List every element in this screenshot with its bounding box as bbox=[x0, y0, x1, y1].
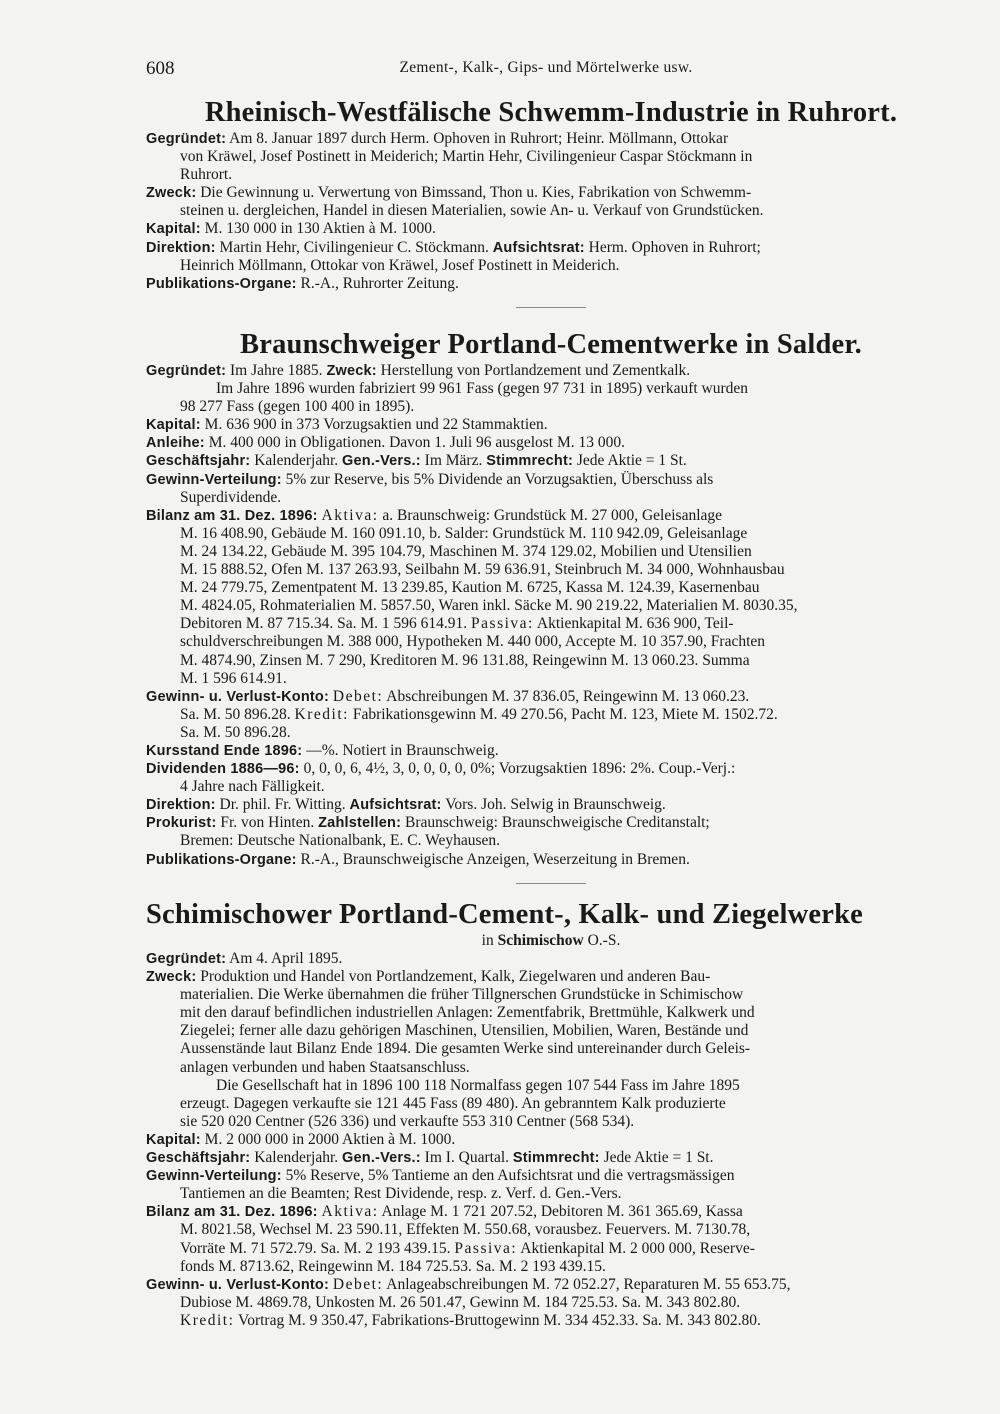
capital-line: Kapital: M. 636 900 in 373 Vorzugsaktien und 22 Stammaktien. bbox=[146, 416, 548, 434]
purpose-cont: mit den darauf befindlichen industriellen Anlagen: Zementfabrik, Brettmühle, Kalkwerk und bbox=[180, 1004, 755, 1022]
profit-loss-cont: Kredit: Vortrag M. 9 350.47, Fabrikations-Bruttogewinn M. 334 452.33. Sa. M. 343 802.80. bbox=[180, 1311, 761, 1329]
balance-cont: M. 24 779.75, Zementpatent M. 13 239.85, Kaution M. 6725, Kassa M. 124.39, Kasernenbau bbox=[180, 579, 760, 597]
balance-cont: M. 24 134.22, Gebäude M. 395 104.79, Maschinen M. 374 129.02, Mobilien und Utensilien bbox=[180, 542, 752, 560]
balance-cont: M. 4874.90, Zinsen M. 7 290, Kreditoren M. 96 131.88, Reingewinn M. 13 060.23. Summa bbox=[180, 651, 750, 669]
purpose-line: Zweck: Die Gewinnung u. Verwertung von Bimssand, Thon u. Kies, Fabrikation von Schwemm- bbox=[146, 184, 752, 202]
board-line: Direktion: Dr. phil. Fr. Witting. Aufsichtsrat: Vors. Joh. Selwig in Braunschweig. bbox=[146, 796, 666, 814]
fiscal-year-line: Geschäftsjahr: Kalenderjahr. Gen.-Vers.: Im I. Quartal. Stimmrecht: Jede Aktie = 1 St. bbox=[146, 1149, 714, 1167]
profit-distribution-line: Gewinn-Verteilung: 5% zur Reserve, bis 5% Dividende an Vorzugsaktien, Überschuss als bbox=[146, 470, 714, 488]
balance-cont: M. 16 408.90, Gebäude M. 160 091.10, b. Salder: Grundstück M. 110 942.09, Geleisanlage bbox=[180, 524, 748, 542]
publications-line: Publikations-Organe: R.-A., Braunschweigische Anzeigen, Weserzeitung in Bremen. bbox=[146, 850, 690, 868]
company-entry-schimischower bbox=[146, 898, 956, 1330]
company-entry-rheinisch-westfaelische bbox=[146, 96, 956, 308]
publications-label: Publikations-Organe: bbox=[146, 275, 297, 292]
running-title: Zement-, Kalk-, Gips- und Mörtelwerke usw. bbox=[399, 59, 693, 76]
purpose-line: Zweck: Produktion und Handel von Portlandzement, Kalk, Ziegelwaren und anderen Bau- bbox=[146, 968, 711, 986]
purpose-cont: Ziegelei; ferner alle dazu gehörigen Maschinen, Utensilien, Mobilien, Waren, Bestände und bbox=[180, 1022, 749, 1040]
profit-loss-cont: Dubiose M. 4869.78, Unkosten M. 26 501.47, Gewinn M. 184 725.53. Sa. M. 343 802.80. bbox=[180, 1293, 741, 1311]
profit-distribution-cont: Tantiemen an die Beamten; Rest Dividende, resp. z. Verf. d. Gen.-Vers. bbox=[180, 1185, 622, 1203]
purpose-cont: Aussenstände laut Bilanz Ende 1894. Die gesamten Werke sind untereinander durch Geleis- bbox=[180, 1040, 751, 1058]
board-label: Direktion: bbox=[146, 239, 216, 256]
company-location: in Schimischow O.-S. bbox=[481, 932, 621, 949]
purpose-label: Zweck: bbox=[146, 185, 197, 202]
company-entry-braunschweiger bbox=[146, 328, 956, 884]
board-line: Direktion: Martin Hehr, Civilingenieur C. Stöckmann. Aufsichtsrat: Herm. Ophoven in Ruhrort; bbox=[146, 238, 761, 256]
balance-cont: Debitoren M. 87 715.34. Sa. M. 1 596 614.91. Passiva: Aktienkapital M. 636 900, Teil- bbox=[180, 615, 734, 633]
founded-line: Gegründet: Im Jahre 1885. Zweck: Herstellung von Portlandzement und Zementkalk. bbox=[146, 362, 691, 379]
capital-label: Kapital: bbox=[146, 221, 201, 238]
section-divider bbox=[516, 307, 586, 308]
balance-cont: fonds M. 8713.62, Reingewinn M. 184 725.53. Sa. M. 2 193 439.15. bbox=[180, 1257, 606, 1275]
paying-agents-cont: Bremen: Deutsche Nationalbank, E. C. Weyhausen. bbox=[180, 832, 501, 850]
balance-line: Bilanz am 31. Dez. 1896: Aktiva: Anlage M. 1 721 207.52, Debitoren M. 361 365.69, Kassa bbox=[146, 1203, 743, 1221]
capital-line: Kapital: M. 2 000 000 in 2000 Aktien à M. 1000. bbox=[146, 1130, 456, 1148]
production-cont: 98 277 Fass (gegen 100 400 in 1895). bbox=[180, 398, 415, 416]
page-header bbox=[146, 58, 946, 82]
profit-loss-line: Gewinn- u. Verlust-Konto: Debet: Anlageabschreibungen M. 72 052.27, Reparaturen M. 55 653.75, bbox=[146, 1275, 791, 1293]
balance-cont: Vorräte M. 71 572.79. Sa. M. 2 193 439.15. Passiva: Aktienkapital M. 2 000 000, Reserve- bbox=[180, 1239, 755, 1257]
balance-cont: M. 1 596 614.91. bbox=[180, 669, 287, 687]
dividends-line: Dividenden 1886—96: 0, 0, 0, 6, 4½, 3, 0, 0, 0, 0, 0%; Vorzugsaktien 1896: 2%. Coup.-Verj.: bbox=[146, 760, 736, 778]
profit-loss-cont: Sa. M. 50 896.28. bbox=[180, 723, 291, 741]
founded-label: Gegründet: bbox=[146, 131, 227, 147]
founded-line: Gegründet: Am 4. April 1895. bbox=[146, 950, 343, 967]
profit-distribution-cont: Superdividende. bbox=[180, 488, 282, 506]
production-cont: sie 520 020 Centner (526 336) und verkaufte 553 310 Centner (568 534). bbox=[180, 1112, 635, 1130]
founded-cont: von Kräwel, Josef Postinett in Meiderich; Martin Hehr, Civilingenieur Caspar Stöckmann in bbox=[180, 148, 753, 166]
procurator-line: Prokurist: Fr. von Hinten. Zahlstellen: Braunschweig: Braunschweigische Creditanstalt; bbox=[146, 814, 710, 832]
supervisory-cont: Heinrich Möllmann, Ottokar von Kräwel, Josef Postinett in Meiderich. bbox=[180, 256, 620, 274]
purpose-cont: steinen u. dergleichen, Handel in diesen Materialien, sowie An- u. Verkauf von Grundstücken. bbox=[180, 202, 764, 220]
dividends-cont: 4 Jahre nach Fälligkeit. bbox=[180, 778, 325, 796]
purpose-cont: anlagen verbunden und haben Staatsanschluss. bbox=[180, 1058, 470, 1076]
balance-cont: M. 4824.05, Rohmaterialien M. 5857.50, Waren inkl. Säcke M. 90 219.22, Materialien M. 8030.35, bbox=[180, 597, 798, 615]
balance-cont: M. 8021.58, Wechsel M. 23 590.11, Effekten M. 550.68, vorausbez. Feuervers. M. 7130.78, bbox=[180, 1221, 751, 1239]
profit-loss-cont: Sa. M. 50 896.28. Kredit: Fabrikationsgewinn M. 49 270.56, Pacht M. 123, Miete M. 1502.72. bbox=[180, 705, 778, 723]
profit-distribution-line: Gewinn-Verteilung: 5% Reserve, 5% Tantieme an den Aufsichtsrat und die vertragsmässigen bbox=[146, 1167, 735, 1185]
production-line: Die Gesellschaft hat in 1896 100 118 Normalfass gegen 107 544 Fass im Jahre 1895 bbox=[216, 1076, 740, 1094]
supervisory-label: Aufsichtsrat: bbox=[492, 239, 585, 256]
balance-cont: schuldverschreibungen M. 388 000, Hypotheken M. 440 000, Accepte M. 10 357.90, Frachten bbox=[180, 633, 766, 651]
page-number: 608 bbox=[146, 58, 175, 79]
section-divider bbox=[516, 883, 586, 884]
profit-loss-line: Gewinn- u. Verlust-Konto: Debet: Abschreibungen M. 37 836.05, Reingewinn M. 13 060.23. bbox=[146, 687, 750, 705]
fiscal-year-line: Geschäftsjahr: Kalenderjahr. Gen.-Vers.: Im März. Stimmrecht: Jede Aktie = 1 St. bbox=[146, 452, 687, 470]
production-line: Im Jahre 1896 wurden fabriziert 99 961 Fass (gegen 97 731 in 1895) verkauft wurden bbox=[216, 380, 749, 398]
company-title: Rheinisch-Westfälische Schwemm-Industrie in Ruhrort. bbox=[204, 97, 898, 128]
balance-line: Bilanz am 31. Dez. 1896: Aktiva: a. Braunschweig: Grundstück M. 27 000, Geleisanlage bbox=[146, 506, 723, 524]
founded-cont: Ruhrort. bbox=[180, 166, 233, 184]
publications-line: Publikations-Organe: R.-A., Ruhrorter Zeitung. bbox=[146, 274, 459, 292]
capital-line: Kapital: M. 130 000 in 130 Aktien à M. 1000. bbox=[146, 220, 436, 238]
price-line: Kursstand Ende 1896: —%. Notiert in Braunschweig. bbox=[146, 741, 499, 759]
loan-line: Anleihe: M. 400 000 in Obligationen. Davon 1. Juli 96 ausgelost M. 13 000. bbox=[146, 434, 626, 452]
purpose-cont: materialien. Die Werke übernahmen die früher Tillgnerschen Grundstücke in Schimischow bbox=[180, 986, 744, 1004]
company-title: Schimischower Portland-Cement-, Kalk- und Ziegelwerke bbox=[146, 899, 863, 930]
company-title: Braunschweiger Portland-Cementwerke in Salder. bbox=[240, 329, 862, 360]
balance-cont: M. 15 888.52, Ofen M. 137 263.93, Seilbahn M. 59 636.91, Steinbruch M. 34 000, Wohnhausbau bbox=[180, 561, 785, 579]
production-cont: erzeugt. Dagegen verkaufte sie 121 445 Fass (89 480). An gebranntem Kalk produzierte bbox=[180, 1094, 726, 1112]
founded-line: Gegründet: Am 8. Januar 1897 durch Herm. Ophoven in Ruhrort; Heinr. Möllmann, Ottokar bbox=[146, 130, 729, 147]
